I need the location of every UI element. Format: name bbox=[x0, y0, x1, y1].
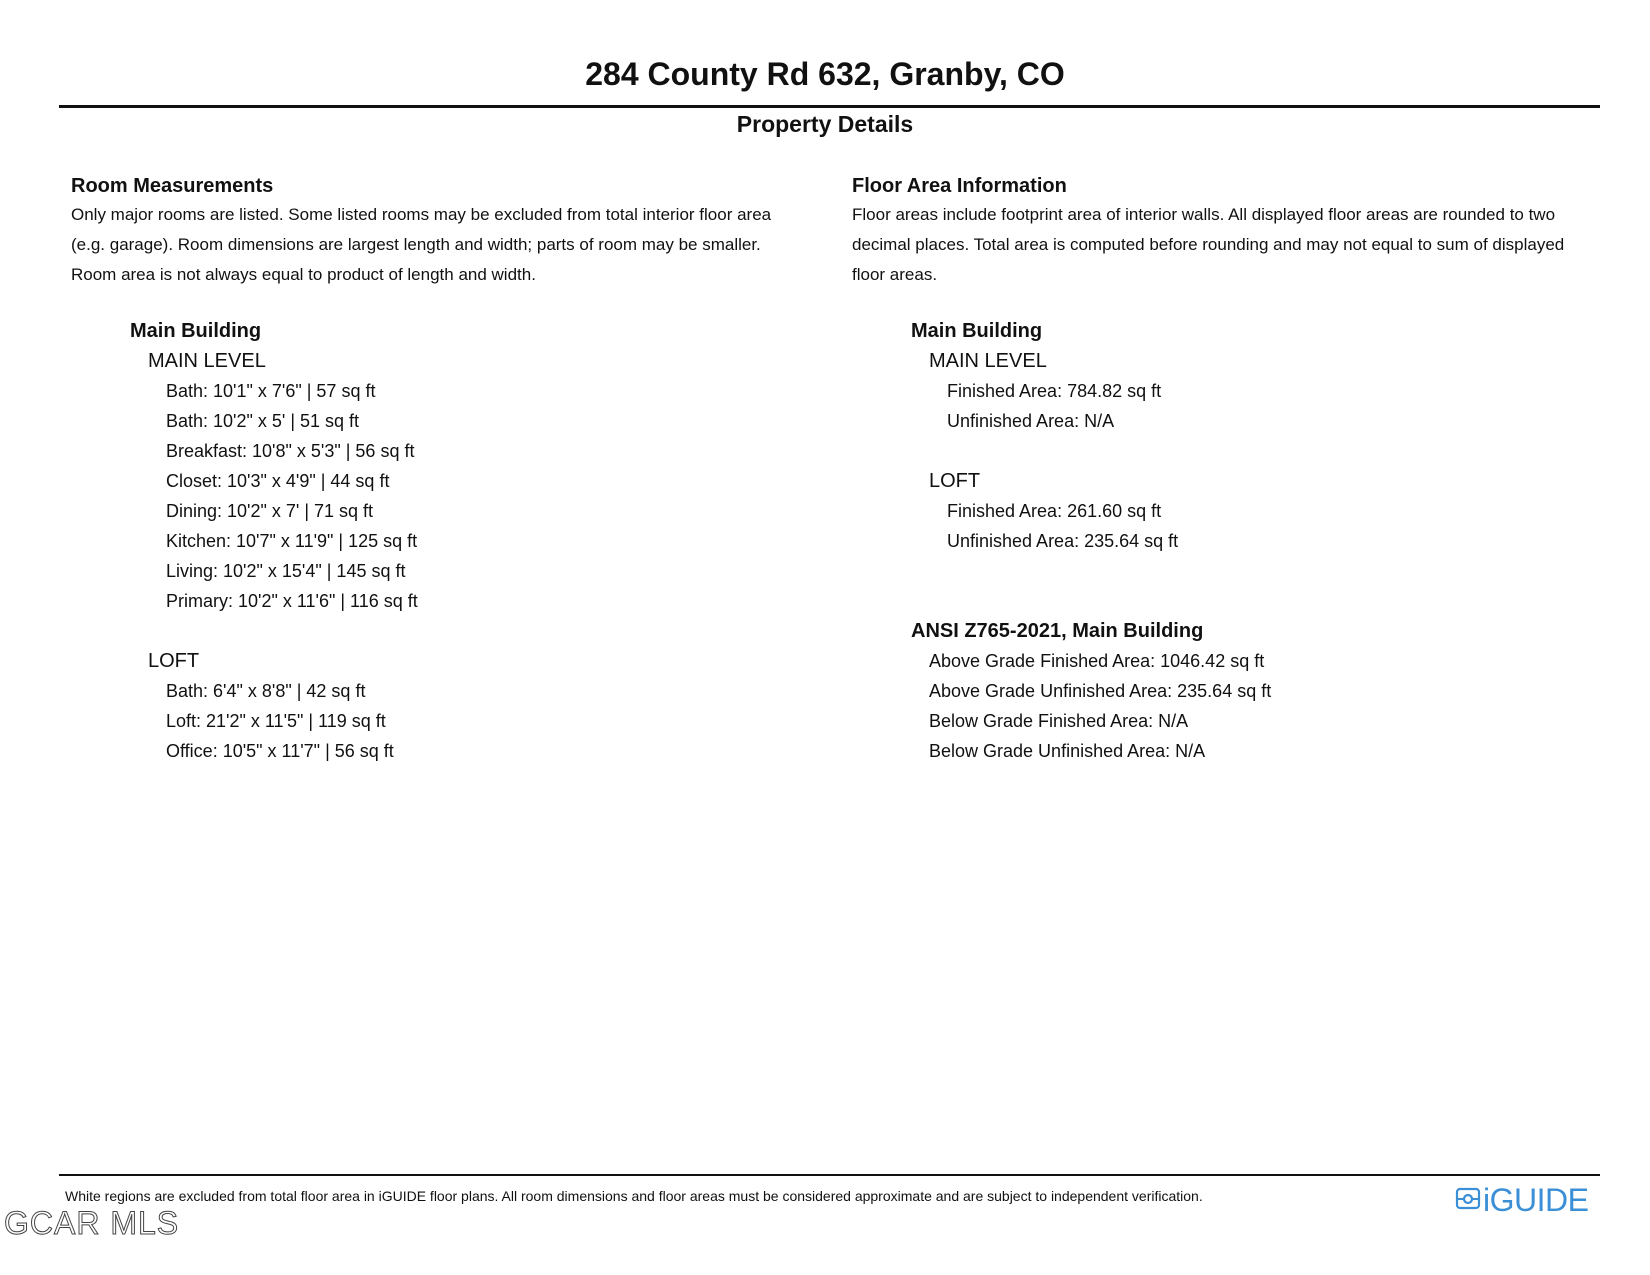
area-item: Finished Area: 784.82 sq ft bbox=[947, 381, 1162, 401]
building-heading: Main Building bbox=[911, 320, 1043, 342]
section-intro bbox=[71, 200, 841, 290]
camera-icon bbox=[1455, 1185, 1483, 1216]
room-item: Loft: 21'2" x 11'5" | 119 sq ft bbox=[166, 711, 386, 731]
intro-line: floor areas. bbox=[852, 265, 938, 284]
intro-line: decimal places. Total area is computed before rounding and may not equal to sum of displayed bbox=[852, 235, 1565, 254]
room-item: Kitchen: 10'7" x 11'9" | 125 sq ft bbox=[166, 531, 418, 551]
page-title: 284 County Rd 632, Granby, CO bbox=[585, 56, 1065, 92]
room-item: Bath: 6'4" x 8'8" | 42 sq ft bbox=[166, 681, 366, 701]
level-heading: MAIN LEVEL bbox=[929, 350, 1047, 372]
ansi-heading: ANSI Z765-2021, Main Building bbox=[911, 620, 1204, 642]
room-item: Bath: 10'2" x 5' | 51 sq ft bbox=[166, 411, 360, 431]
room-item: Living: 10'2" x 15'4" | 145 sq ft bbox=[166, 561, 406, 581]
room-item: Dining: 10'2" x 7' | 71 sq ft bbox=[166, 501, 374, 521]
footer-note: White regions are excluded from total floor area in iGUIDE floor plans. All room dimensions and floor areas must be considered approximate and are subject to independent verification. bbox=[65, 1188, 1203, 1204]
page-subtitle: Property Details bbox=[736, 111, 914, 137]
header-divider bbox=[59, 105, 1600, 108]
section-intro bbox=[852, 200, 1612, 290]
ansi-item: Below Grade Finished Area: N/A bbox=[929, 711, 1189, 731]
room-item: Bath: 10'1" x 7'6" | 57 sq ft bbox=[166, 381, 376, 401]
intro-line: (e.g. garage). Room dimensions are largest length and width; parts of room may be smaller. bbox=[71, 235, 761, 254]
section-heading: Floor Area Information bbox=[852, 175, 1067, 197]
section-heading: Room Measurements bbox=[71, 175, 274, 197]
ansi-item: Above Grade Finished Area: 1046.42 sq ft bbox=[929, 651, 1265, 671]
level-heading: MAIN LEVEL bbox=[148, 350, 266, 372]
intro-line: Floor areas include footprint area of interior walls. All displayed floor areas are rounded to two bbox=[852, 205, 1556, 224]
intro-line: Room area is not always equal to product of length and width. bbox=[71, 265, 536, 284]
room-item: Breakfast: 10'8" x 5'3" | 56 sq ft bbox=[166, 441, 415, 461]
ansi-item: Below Grade Unfinished Area: N/A bbox=[929, 741, 1206, 761]
area-item: Unfinished Area: N/A bbox=[947, 411, 1115, 431]
room-item: Closet: 10'3" x 4'9" | 44 sq ft bbox=[166, 471, 390, 491]
logo-text: iGUIDE bbox=[1483, 1182, 1589, 1218]
room-item: Primary: 10'2" x 11'6" | 116 sq ft bbox=[166, 591, 418, 611]
level-heading: LOFT bbox=[929, 470, 981, 492]
footer-divider bbox=[59, 1174, 1600, 1176]
level-heading: LOFT bbox=[148, 650, 200, 672]
area-item: Unfinished Area: 235.64 sq ft bbox=[947, 531, 1179, 551]
floor-area-section bbox=[852, 172, 1612, 766]
room-measurements-section bbox=[71, 172, 841, 766]
iguide-logo bbox=[1455, 1182, 1588, 1219]
ansi-item: Above Grade Unfinished Area: 235.64 sq ft bbox=[929, 681, 1272, 701]
building-heading: Main Building bbox=[130, 320, 262, 342]
room-item: Office: 10'5" x 11'7" | 56 sq ft bbox=[166, 741, 394, 761]
mls-watermark: GCAR MLS bbox=[4, 1205, 180, 1241]
area-item: Finished Area: 261.60 sq ft bbox=[947, 501, 1162, 521]
intro-line: Only major rooms are listed. Some listed rooms may be excluded from total interior floor area bbox=[71, 205, 772, 224]
